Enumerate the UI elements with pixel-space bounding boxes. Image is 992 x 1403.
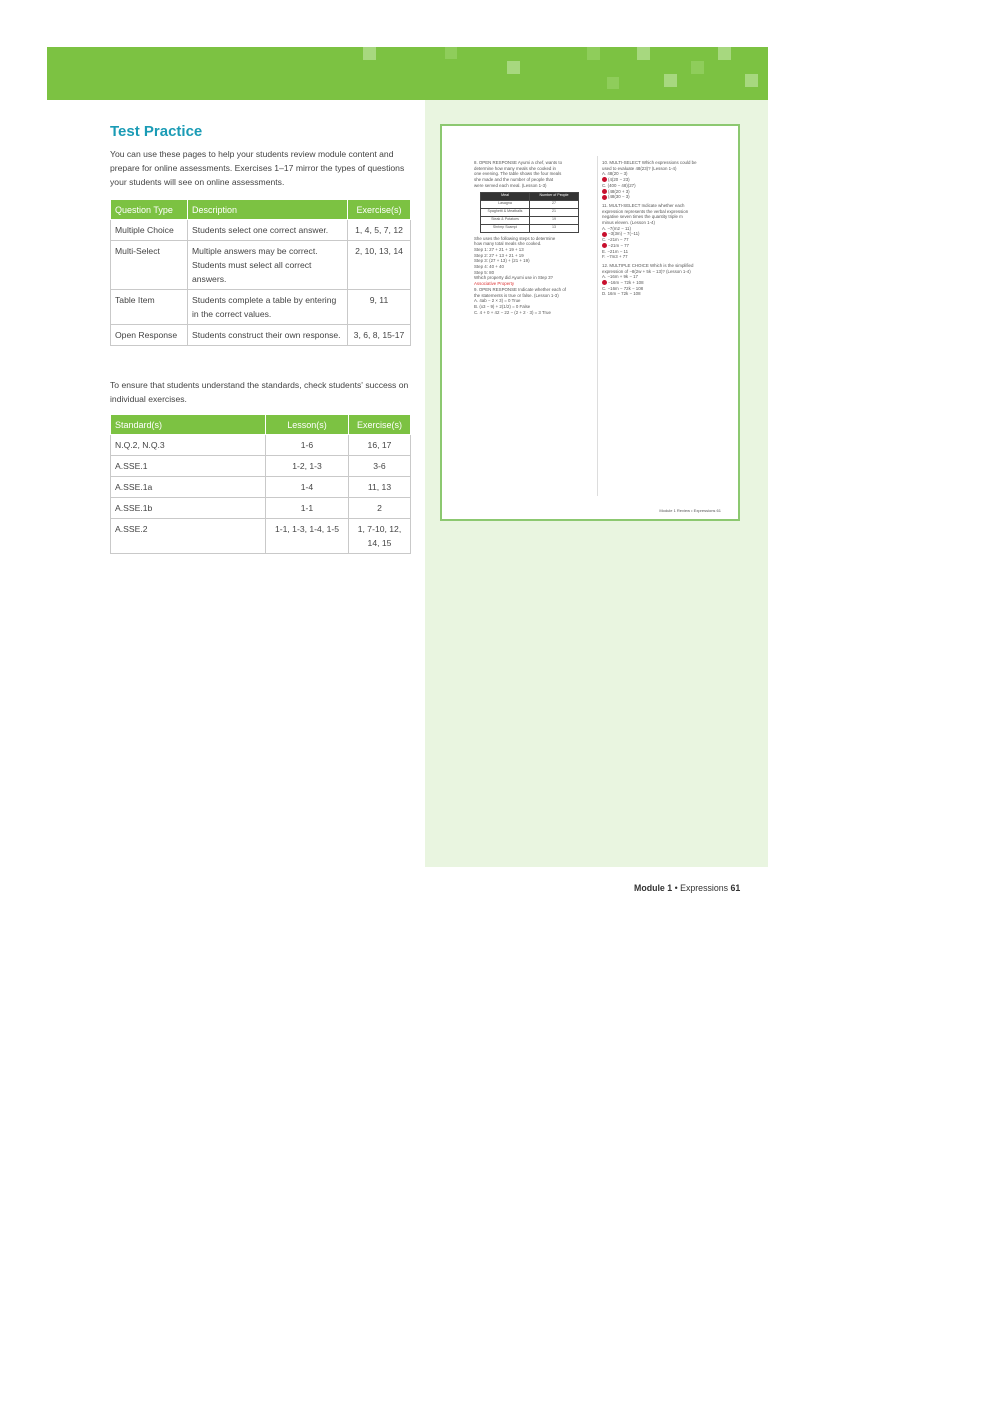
table-cell: A.SSE.2 bbox=[111, 519, 266, 554]
selected-answer-icon bbox=[602, 177, 607, 182]
selected-answer-icon bbox=[602, 232, 607, 237]
table-row bbox=[111, 498, 411, 519]
thumb-line: (48(30 − 3) bbox=[608, 194, 630, 200]
banner-pixel bbox=[637, 47, 650, 60]
thumb-line: expression of −8(2w + 5k − 13)? (Lesson 1-4) bbox=[602, 268, 691, 274]
thumb-line: (4(20 − 23) bbox=[608, 177, 630, 183]
thumb-line: how many total meals she cooked. bbox=[474, 241, 542, 247]
meal-table bbox=[480, 192, 579, 233]
column-header: Exercise(s) bbox=[349, 415, 411, 435]
thumb-cell: Number of People bbox=[530, 192, 579, 200]
table-row bbox=[111, 456, 411, 477]
thumb-cell: Lasagna bbox=[481, 200, 530, 208]
column-header: Question Type bbox=[111, 200, 188, 220]
thumbnail-footer: Module 1 Review • Expressions 61 bbox=[659, 508, 721, 513]
table-cell: N.Q.2, N.Q.3 bbox=[111, 435, 266, 456]
thumb-line: 9. OPEN RESPONSE Indicate whether each of bbox=[474, 286, 567, 292]
thumb-line: She uses the following steps to determine bbox=[474, 235, 556, 241]
table-cell: Table Item bbox=[111, 290, 188, 325]
student-page-thumbnail bbox=[440, 124, 740, 521]
page-title: Test Practice bbox=[110, 123, 203, 140]
column-divider bbox=[597, 156, 598, 496]
thumb-line: A. −16m + 9k − 17 bbox=[602, 274, 639, 280]
thumb-line: −21m − 77 bbox=[608, 242, 629, 248]
table-cell: 1, 4, 5, 7, 12 bbox=[348, 220, 411, 241]
thumb-line: expression represents the verbal expression bbox=[602, 208, 689, 214]
table-cell: 1-1 bbox=[266, 498, 349, 519]
table-cell: 3, 6, 8, 15-17 bbox=[348, 325, 411, 346]
table-cell: 1-6 bbox=[266, 435, 349, 456]
thumb-line: 10. MULTI-SELECT Which expressions could be bbox=[602, 160, 697, 165]
thumb-line: Step 2: 27 + 13 + 21 + 19 bbox=[474, 252, 524, 258]
table-cell: A.SSE.1 bbox=[111, 456, 266, 477]
thumb-line: A. −7(m2 − 11) bbox=[602, 225, 631, 231]
standards-table bbox=[110, 414, 411, 554]
thumb-line: used to evaluate 48(23)? (Lesson 1-4) bbox=[602, 165, 677, 171]
table-cell: 11, 13 bbox=[349, 477, 411, 498]
thumb-line: Step 4: 40 + 40 bbox=[474, 264, 504, 270]
table-cell: Students complete a table by entering in the correct values. bbox=[188, 290, 348, 325]
thumb-line: Step 1: 27 + 21 + 19 + 13 bbox=[474, 246, 524, 252]
column-header: Exercise(s) bbox=[348, 200, 411, 220]
table-cell: A.SSE.1b bbox=[111, 498, 266, 519]
table-cell: 2 bbox=[349, 498, 411, 519]
table-cell: Students select one correct answer. bbox=[188, 220, 348, 241]
thumb-line: Step 5: 80 bbox=[474, 269, 495, 275]
thumb-cell: 13 bbox=[530, 224, 579, 232]
table-row bbox=[111, 519, 411, 554]
selected-answer-icon bbox=[602, 195, 607, 200]
table-cell: 2, 10, 13, 14 bbox=[348, 241, 411, 290]
banner-pixel bbox=[445, 47, 457, 59]
thumb-line: C. −16m − 72k − 108 bbox=[602, 285, 644, 291]
thumb-line: determine how many meals she cooked in bbox=[474, 165, 557, 171]
column-header: Description bbox=[188, 200, 348, 220]
thumb-cell: Spaghetti & Meatballs bbox=[481, 208, 530, 216]
thumb-line: E. −21m − 11 bbox=[602, 248, 629, 254]
table-cell: Multiple answers may be correct. Students must select all correct answers. bbox=[188, 241, 348, 290]
selected-answer-icon bbox=[602, 280, 607, 285]
thumb-answer: Associative Property bbox=[474, 281, 515, 287]
table-row bbox=[111, 220, 411, 241]
thumb-cell: Shrimp Scampi bbox=[481, 224, 530, 232]
thumb-line: 12. MULTIPLE CHOICE Which is the simplified bbox=[602, 262, 694, 268]
thumb-line: A. 48(20 − 3) bbox=[602, 171, 628, 177]
thumb-line: C. −21m − 77 bbox=[602, 237, 629, 243]
footer-title: Expressions bbox=[680, 883, 729, 893]
thumb-line: 8. OPEN RESPONSE Ayumi a chef, wants to bbox=[474, 160, 563, 165]
thumb-line: Step 3: (27 + 13) + (21 + 19) bbox=[474, 258, 530, 264]
thumbnail-right-column bbox=[602, 160, 697, 297]
table-row bbox=[111, 241, 411, 290]
table-cell: 3-6 bbox=[349, 456, 411, 477]
thumb-line: minus eleven. (Lesson 1-4) bbox=[602, 220, 655, 226]
header-banner bbox=[47, 47, 768, 100]
table-cell: 9, 11 bbox=[348, 290, 411, 325]
thumb-cell: Steak & Potatoes bbox=[481, 216, 530, 224]
banner-pixel bbox=[363, 47, 376, 60]
table-cell: Open Response bbox=[111, 325, 188, 346]
selected-answer-icon bbox=[602, 243, 607, 248]
column-header: Lesson(s) bbox=[266, 415, 349, 435]
footer-separator: • bbox=[672, 883, 681, 893]
thumbnail-left-column bbox=[474, 160, 579, 315]
banner-pixel bbox=[664, 74, 677, 87]
thumb-line: C. (400 − 48)(27) bbox=[602, 182, 636, 188]
table-row bbox=[111, 290, 411, 325]
thumb-line: 11. MULTI-SELECT Indicate whether each bbox=[602, 202, 685, 208]
thumb-line: B. (x3 − 9) + 2(1/2) = 0 False bbox=[474, 303, 531, 309]
question-type-table bbox=[110, 199, 411, 346]
thumb-line: (48(20 + 3) bbox=[608, 188, 630, 194]
table-cell: Multi-Select bbox=[111, 241, 188, 290]
thumb-cell: 19 bbox=[530, 216, 579, 224]
thumb-cell: Meal bbox=[481, 192, 530, 200]
table-cell: Students construct their own response. bbox=[188, 325, 348, 346]
table-row bbox=[111, 477, 411, 498]
thumb-line: the statements is true or false. (Lesson 1-3) bbox=[474, 292, 559, 298]
page-number: 61 bbox=[730, 883, 741, 893]
thumb-line: one evening. The table shows the four meals bbox=[474, 171, 562, 177]
standards-intro-text: To ensure that students understand the standards, check students' success on individual exercises. bbox=[110, 380, 409, 404]
thumb-line: −3(3m) − 7(−11) bbox=[608, 231, 640, 237]
banner-pixel bbox=[587, 47, 600, 60]
banner-pixel bbox=[718, 47, 731, 60]
banner-pixel bbox=[507, 61, 520, 74]
thumb-line: she made and the number of people that bbox=[474, 177, 554, 183]
page-footer bbox=[634, 883, 740, 893]
thumb-line: C. 4 + 0 + 42 − 22 − (2 + 2 · 3) = 3 True bbox=[474, 309, 551, 315]
thumb-line: D. 16m − 72k − 108 bbox=[602, 291, 641, 297]
thumb-line: negative seven times the quantity triple m bbox=[602, 214, 683, 220]
table-cell: 1-4 bbox=[266, 477, 349, 498]
footer-module: Module 1 bbox=[634, 883, 673, 893]
table-cell: Multiple Choice bbox=[111, 220, 188, 241]
table-row bbox=[111, 435, 411, 456]
thumb-cell: 21 bbox=[530, 208, 579, 216]
table-cell: 1-2, 1-3 bbox=[266, 456, 349, 477]
thumb-line: Which property did Ayumi use in Step 3? bbox=[474, 275, 553, 281]
thumb-cell: 27 bbox=[530, 200, 579, 208]
thumb-line: A. 4ab − 2 × 3) = 0 True bbox=[474, 298, 521, 304]
selected-answer-icon bbox=[602, 189, 607, 194]
table-cell: A.SSE.1a bbox=[111, 477, 266, 498]
thumb-line: −16m − 72k + 108 bbox=[608, 280, 644, 286]
banner-pixel bbox=[607, 77, 619, 89]
table-row bbox=[111, 325, 411, 346]
table-cell: 1, 7-10, 12, 14, 15 bbox=[349, 519, 411, 554]
table-cell: 16, 17 bbox=[349, 435, 411, 456]
thumb-line: F. −7m3 + 77 bbox=[602, 254, 628, 260]
column-header: Standard(s) bbox=[111, 415, 266, 435]
intro-text: You can use these pages to help your students review module content and prepare for online assessments. Exercises 1–17 mirror the types of questions your students will see on online assessments. bbox=[110, 149, 405, 187]
table-cell: 1-1, 1-3, 1-4, 1-5 bbox=[266, 519, 349, 554]
thumb-line: were served each meal. (Lesson 1-3) bbox=[474, 182, 547, 188]
banner-pixel bbox=[691, 61, 704, 74]
banner-pixel bbox=[745, 74, 758, 87]
